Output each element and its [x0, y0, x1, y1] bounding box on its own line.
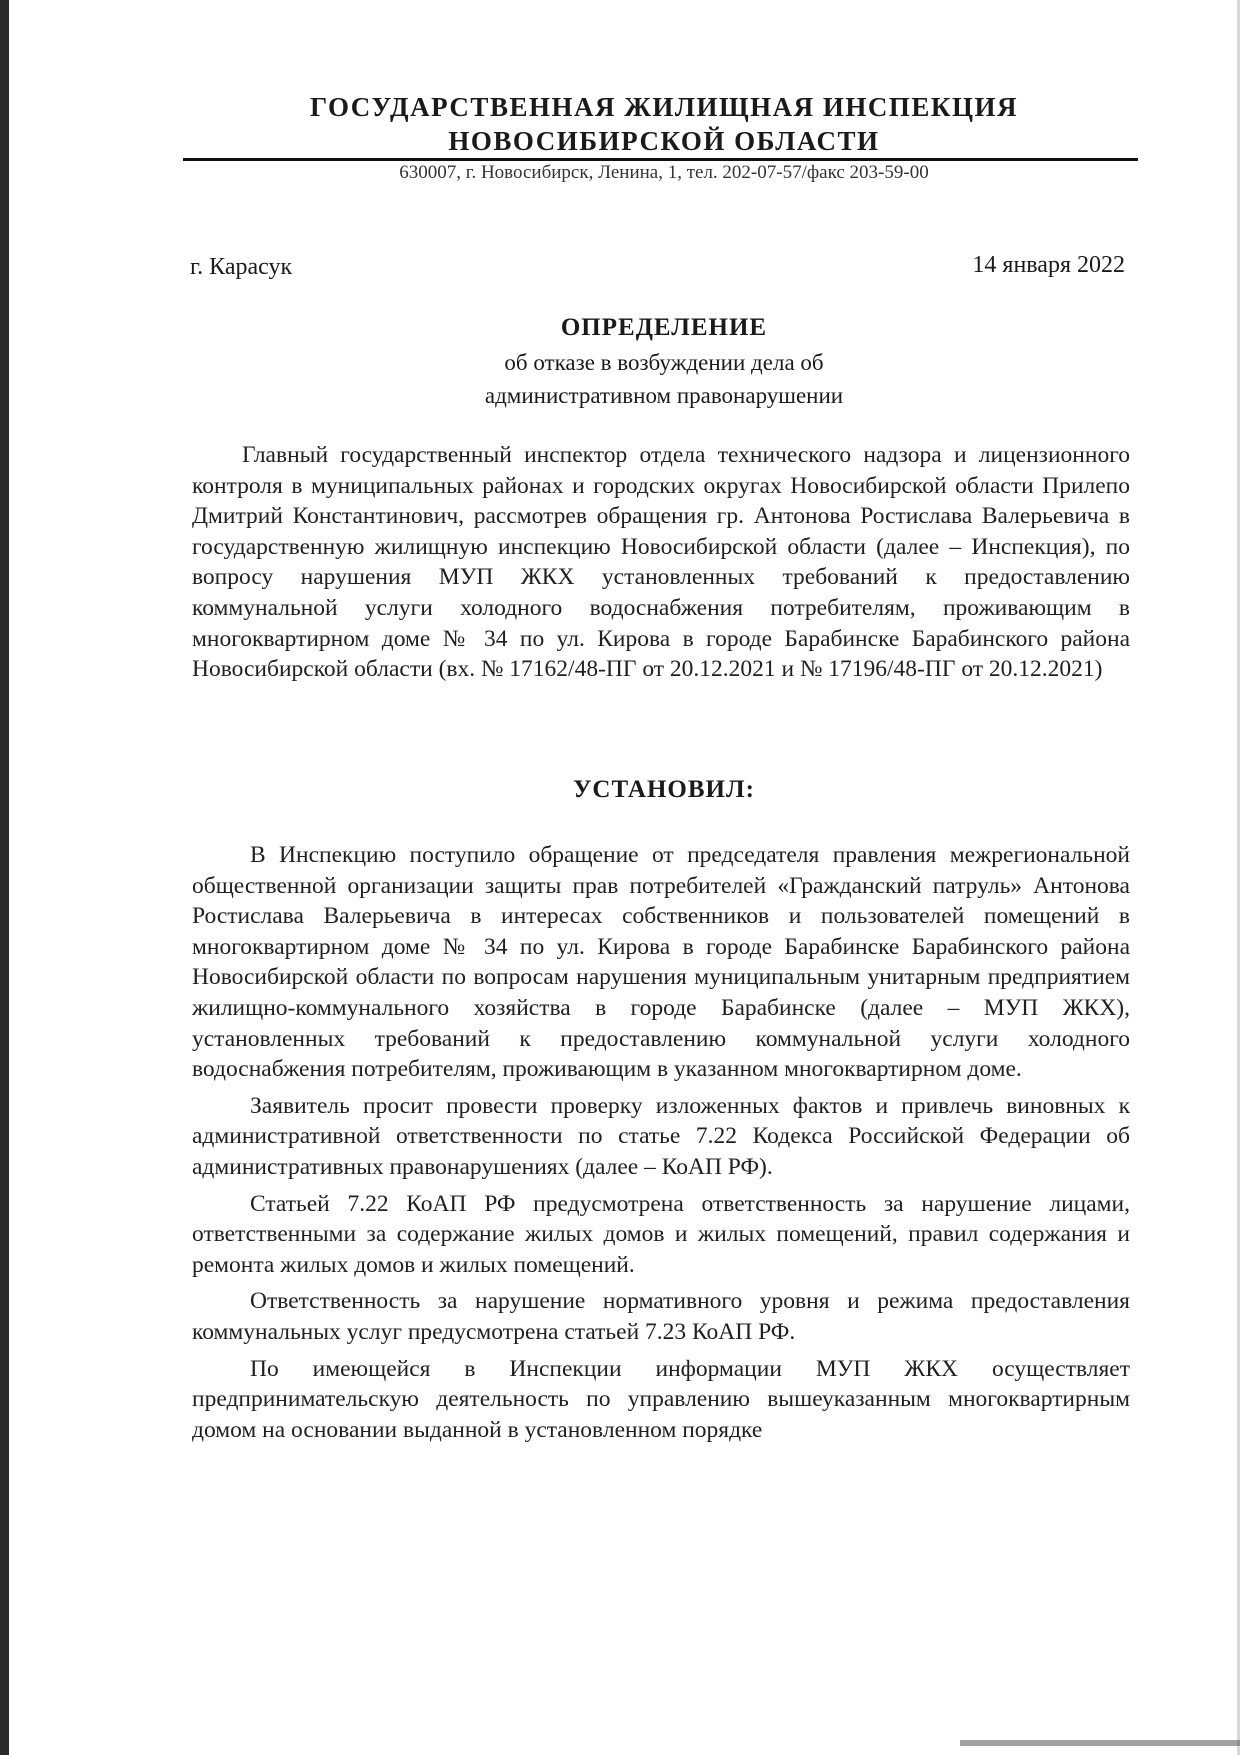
body-paragraph: По имеющейся в Инспекции информации МУП ЖКХ осуществляет предпринимательскую деятельность по управлению вышеуказанным многоквартирным домом на основании выданной в установленном порядке [192, 1355, 1130, 1443]
header-divider [183, 158, 1138, 161]
body-paragraph: Статьей 7.22 КоАП РФ предусмотрена ответственность за нарушение лицами, ответственными за содержание жилых домов и жилых помещений, правил содержания и ремонта жилых домов и жилых помещений. [192, 1190, 1130, 1278]
scan-edge-bottom [960, 1740, 1240, 1746]
body-text [192, 840, 1130, 1451]
document-date: 14 января 2022 [972, 252, 1125, 278]
organization-title-line2: НОВОСИБИРСКОЙ ОБЛАСТИ [448, 126, 880, 156]
document-subtitle-line1: об отказе в возбуждении дела об [504, 350, 824, 375]
document-city: г. Карасук [190, 254, 293, 280]
organization-title-line1: ГОСУДАРСТВЕННАЯ ЖИЛИЩНАЯ ИНСПЕКЦИЯ [309, 92, 1019, 122]
organization-contacts: 630007, г. Новосибирск, Ленина, 1, тел. 202-07-57/факс 203-59-00 [399, 162, 929, 183]
document-title: ОПРЕДЕЛЕНИЕ [560, 314, 768, 341]
document-subtitle-line2: административном правонарушении [484, 383, 844, 408]
body-paragraph: Ответственность за нарушение нормативного уровня и режима предоставления коммунальных услуг предусмотрена статьей 7.23 КоАП РФ. [192, 1288, 1130, 1345]
body-paragraph: В Инспекцию поступило обращение от председателя правления межрегиональной общественной организации защиты прав потребителей «Гражданский патруль» Антонова Ростислава Валерьевича в интересах собственников и пользователей помещений в многоквартирном доме № 34 по ул. Кирова в городе Барабинске Барабинского района Новосибирской области по вопросам нарушения муниципальным унитарным предприятием жилищно-коммунального хозяйства в городе Барабинске (далее – МУП ЖКХ), установленных требований к предоставлению коммунальной услуги холодного водоснабжения потребителям, проживающим в указанном многоквартирном доме. [192, 842, 1130, 1083]
body-paragraph: Заявитель просит провести проверку изложенных фактов и привлечь виновных к административной ответственности по статье 7.22 Кодекса Российской Федерации об административных правонарушениях (далее – КоАП РФ). [192, 1092, 1130, 1180]
organization-title [180, 90, 1148, 158]
intro-paragraph: Главный государственный инспектор отдела технического надзора и лицензионного контроля в муниципальных районах и городских округах Новосибирской области Прилепо Дмитрий Константинович, рассмотрев обращения гр. Антонова Ростислава Валерьевича в государственную жилищную инспекцию Новосибирской области (далее – Инспекция), по вопросу нарушения МУП ЖКХ установленных требований к предоставлению коммунальной услуги холодного водоснабжения потребителям, проживающим в многоквартирном доме № 34 по ул. Кирова в городе Барабинске Барабинского района Новосибирской области (вх. № 17162/48-ПГ от 20.12.2021 и № 17196/48-ПГ от 20.12.2021) [192, 442, 1130, 683]
section-heading: УСТАНОВИЛ: [573, 776, 755, 803]
scan-edge-left [0, 0, 9, 1755]
document-subtitle [180, 346, 1148, 412]
